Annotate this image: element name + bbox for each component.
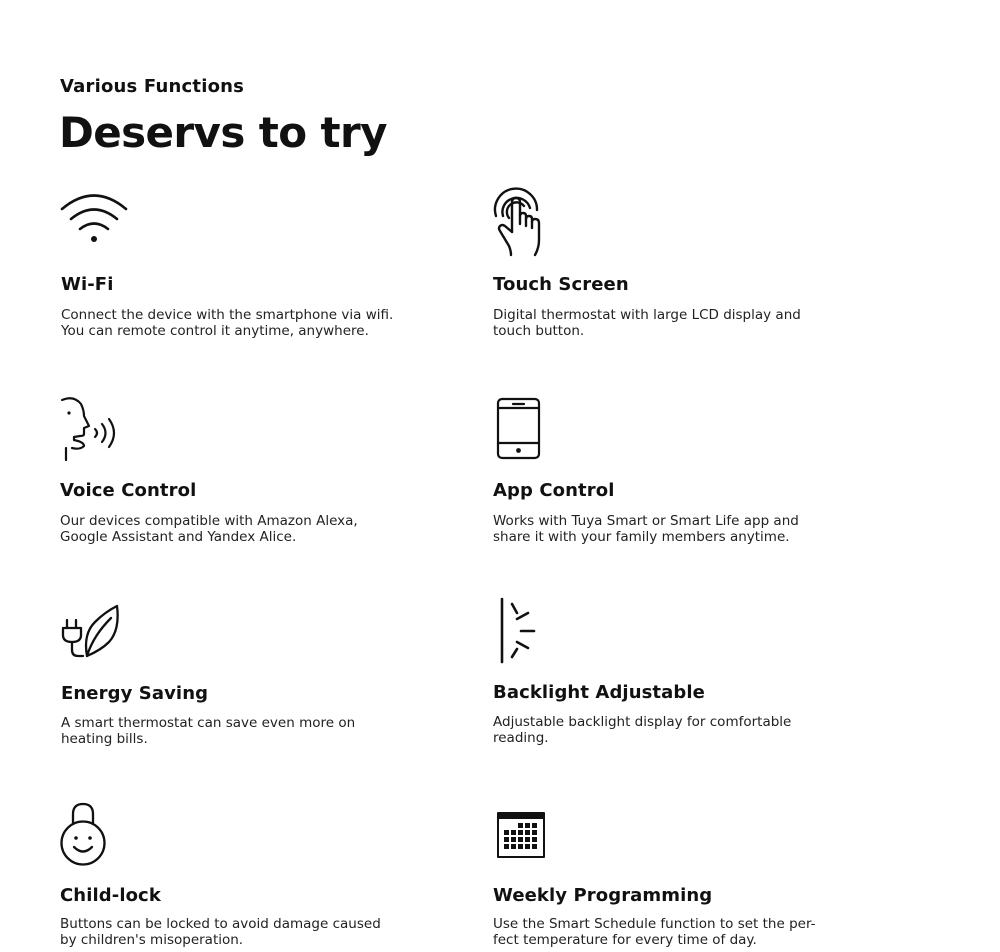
feature-child-lock xyxy=(60,802,420,952)
smartphone-icon xyxy=(493,398,541,460)
feature-title: Weekly Programming xyxy=(493,885,713,906)
feature-description: Digital thermostat with large LCD display and touch button. xyxy=(493,307,801,339)
feature-touch-screen xyxy=(493,186,853,346)
calendar-icon xyxy=(493,812,547,860)
feature-description: A smart thermostat can save even more on heating bills. xyxy=(61,715,356,747)
feature-description: Our devices compatible with Amazon Alexa, Google Assistant and Yandex Alice. xyxy=(60,513,358,545)
feature-description: Use the Smart Schedule function to set the per- fect temperature for every time of day. xyxy=(493,916,816,948)
feature-wifi xyxy=(61,188,421,348)
section-headline: Deservs to try xyxy=(59,108,387,157)
child-lock-icon xyxy=(60,802,108,866)
feature-title: Voice Control xyxy=(60,480,197,501)
feature-title: Wi-Fi xyxy=(61,274,114,295)
section-eyebrow: Various Functions xyxy=(60,76,245,97)
feature-description: Connect the device with the smartphone via wifi. You can remote control it anytime, anywhere. xyxy=(61,307,394,339)
feature-backlight-adjustable xyxy=(493,598,853,758)
feature-title: Backlight Adjustable xyxy=(493,682,705,703)
feature-app-control xyxy=(493,398,853,558)
feature-voice-control xyxy=(60,396,420,556)
backlight-icon xyxy=(493,598,539,666)
feature-title: Touch Screen xyxy=(493,274,629,295)
feature-title: Child-lock xyxy=(60,885,161,906)
feature-title: App Control xyxy=(493,480,615,501)
feature-description: Adjustable backlight display for comfortable reading. xyxy=(493,714,792,746)
feature-weekly-programming xyxy=(493,812,853,952)
feature-description: Works with Tuya Smart or Smart Life app and share it with your family members anytime. xyxy=(493,513,799,545)
plug-leaf-icon xyxy=(61,604,121,660)
wifi-icon xyxy=(61,188,127,248)
feature-title: Energy Saving xyxy=(61,683,209,704)
feature-description: Buttons can be locked to avoid damage caused by children's misoperation. xyxy=(60,916,381,948)
touch-hand-icon xyxy=(493,186,545,258)
voice-head-icon xyxy=(60,396,122,462)
feature-energy-saving xyxy=(61,604,421,764)
